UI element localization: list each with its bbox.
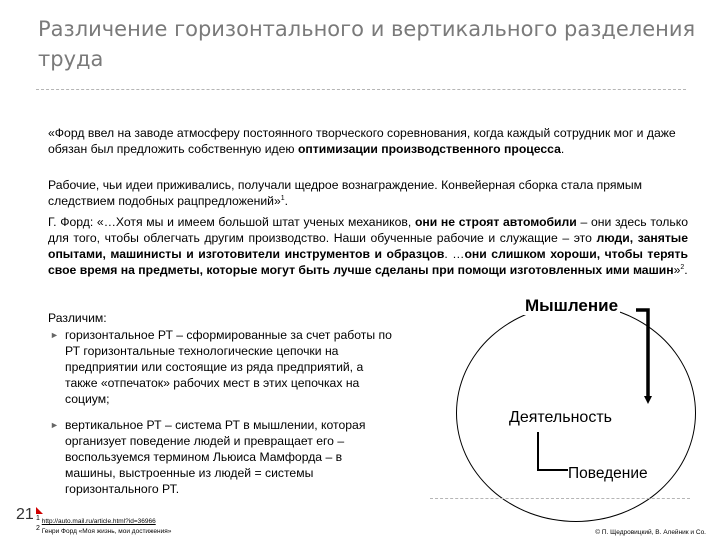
bullet-arrow-icon: ► <box>50 420 59 430</box>
list-item <box>48 327 396 407</box>
slide-title: Различение горизонтального и вертикального разделения труда <box>38 17 696 71</box>
diagram-label-activity: Деятельность <box>509 409 612 426</box>
paragraph-rewards <box>48 177 688 209</box>
p3-bold-3: они слишком хороши, чтобы терять свое время на предметы, которые могут быть лучше сделаны при помощи изготовленных ими машин <box>48 247 688 277</box>
footnote-2 <box>36 524 172 536</box>
list-item-text: горизонтальное РТ – сформированные за счет работы по РТ горизонтальные технологические цепочки на предприятии или состоящие из ряда предприятий, а также «отпечаток» рабочих мест в этих цепочках на социум; <box>65 328 392 406</box>
red-corner-mark <box>36 507 43 514</box>
p1-end: . <box>560 142 565 156</box>
bullet-arrow-icon: ► <box>50 330 59 340</box>
title-divider <box>36 89 686 90</box>
footnote-1 <box>36 514 156 526</box>
paragraph-ford-atmosphere <box>48 125 688 157</box>
footnote-2-text: Генри Форд «Моя жизнь, мои достижения» <box>41 528 172 535</box>
p3-text-b: – они здесь только для того, чтобы облегчать другим производство. Наши обученные рабочие и служащие – это <box>48 215 688 245</box>
p2-end: . <box>284 194 289 208</box>
p3-end: . <box>684 263 688 277</box>
footnote-1-link[interactable]: http://auto.mail.ru/article.html?id=36966 <box>41 518 156 525</box>
paragraph-ford-quote <box>48 214 688 278</box>
diagram-label-thinking: Мышление <box>525 296 619 315</box>
activity-to-behavior-connector <box>538 432 568 470</box>
p3-footnote-ref: 2 <box>680 263 685 271</box>
p3-bold-1: они не строят автомобили <box>414 215 577 229</box>
p3-text-a: Г. Форд: «…Хотя мы и имеем большой штат ученых механиков, <box>48 215 415 229</box>
distinguish-list <box>48 327 408 507</box>
diagram-label-behavior: Поведение <box>568 465 648 482</box>
p1-bold: оптимизации производственного процесса <box>297 142 561 156</box>
p1-text: «Форд ввел на заводе атмосферу постоянного творческого соревнования, когда каждый сотрудник мог и даже обязан был предложить собственную идею <box>48 126 676 156</box>
p3-text-d: » <box>673 263 681 277</box>
page-number: 21 <box>16 506 34 523</box>
p3-bold-2: люди, занятые опытами, машинисты и изготовители инструментов и образцов <box>48 231 688 261</box>
thinking-to-activity-arrow <box>636 310 648 400</box>
distinguish-heading: Различим: <box>48 311 107 325</box>
p2-footnote-ref: 1 <box>280 194 285 202</box>
footnote-1-number: 1 <box>36 514 40 522</box>
p2-text: Рабочие, чьи идеи приживались, получали щедрое вознаграждение. Конвейерная сборка стала прямым следствием подобных рацпредложений» <box>48 178 642 208</box>
thinking-activity-behavior-diagram <box>418 292 718 512</box>
p3-text-c: . … <box>444 247 465 261</box>
list-item-text: вертикальное РТ – система РТ в мышлении, которая организует поведение людей и превращает его – воспользуемся термином Льюиса Мамфорда – в машины, выстроенные из людей = системы горизонтального РТ. <box>65 418 366 496</box>
footnote-2-number: 2 <box>36 524 40 532</box>
list-item <box>48 417 396 497</box>
footer-divider <box>430 498 690 499</box>
copyright-notice: © П. Щедровицкий, В. Алейник и Со. <box>595 529 706 536</box>
